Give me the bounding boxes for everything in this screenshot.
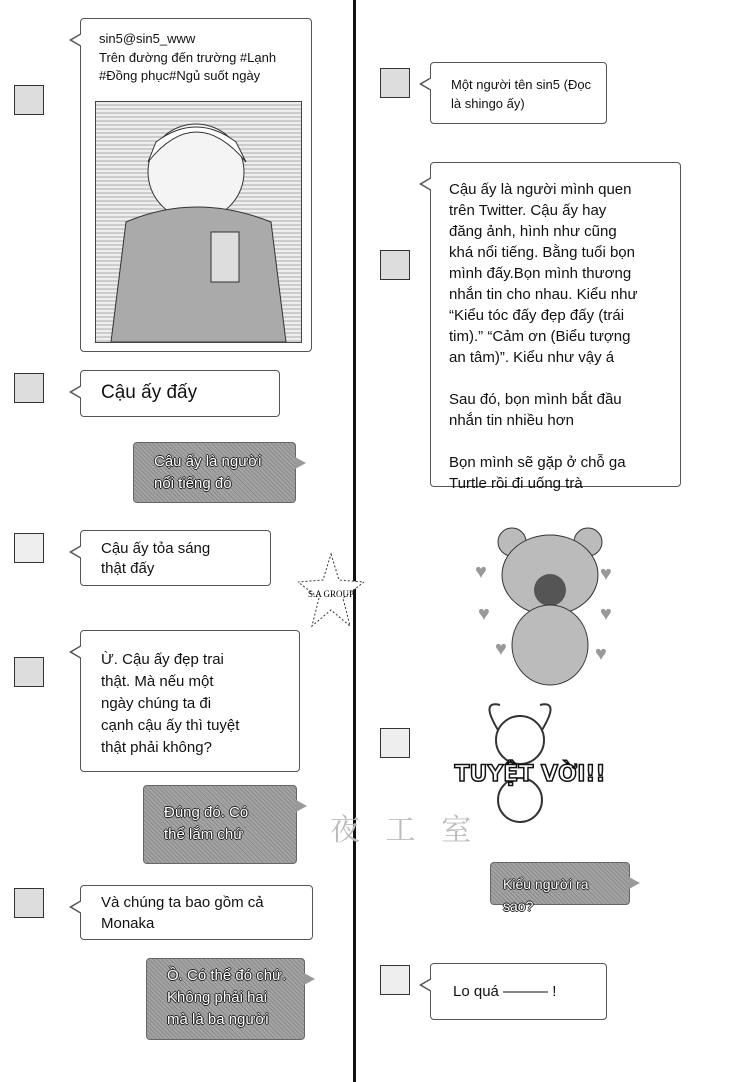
svg-text:S.A GROUP: S.A GROUP [307, 589, 355, 599]
message-text: Cậu ấy tỏa sáng thật đấy [101, 540, 211, 577]
pig-avatar [380, 965, 410, 995]
message-text: Ừ. Cậu ấy đẹp trai thật. Mà nếu một ngày chúng ta đi cạnh cậu ấy thì tuyệt thật phải không? [101, 651, 240, 756]
sticker-text: TUYỆT VỜI!! [454, 762, 606, 787]
message-bubble [430, 963, 607, 1020]
message-text: Đúng đó. Có thể lắm chứ [164, 804, 249, 843]
svg-text:♥: ♥ [475, 561, 487, 583]
svg-text:♥: ♥ [600, 603, 612, 625]
message-bubble [80, 630, 300, 772]
svg-text:♥: ♥ [478, 603, 490, 625]
message-text: Lo quá ——— ! [453, 983, 557, 1000]
message-bubble [430, 162, 681, 492]
girl-avatar [14, 85, 44, 115]
watermark: 夜 工 室 [330, 813, 480, 848]
message-bubble [80, 370, 280, 417]
tweet-text: Trên đường đến trường #Lạnh #Đồng phục#Ngủ suốt ngày [99, 50, 277, 83]
sent-message-bubble [133, 442, 296, 503]
message-text: Cậu ấy là người nổi tiếng đó [154, 453, 262, 492]
message-bubble [430, 62, 607, 124]
message-text: Ồ. Có thể đó chứ. Không phải hai mà là ba người [167, 967, 287, 1028]
group-logo [298, 552, 364, 628]
boy-illustration [96, 102, 301, 342]
sent-message-bubble [146, 958, 305, 1040]
girl-avatar [380, 250, 410, 280]
panel-divider [353, 0, 356, 1082]
message-text: Cậu ấy là người mình quen trên Twitter. Cậu ấy hay đăng ảnh, hình như cũng khá nổi tiếng. Bằng tuổi bọn mình đấy.Bọn mình thương nhắn tin cho nhau. Kiểu như “Kiểu tóc đấy đẹp đấy (trái tim).” “Cảm ơn (Biểu tượng an tâm)”. Kiểu như vậy á Sau đó, bọn mình bắt đầu nhắn tin nhiều hơn Bọn mình sẽ gặp ở chỗ ga Turtle rồi đi uống trà [449, 181, 638, 492]
tweet-handle: sin5@sin5_www [99, 31, 196, 46]
sent-message-bubble [490, 862, 630, 914]
svg-text:♥: ♥ [595, 643, 607, 665]
message-text: Một người tên sin5 (Đọc là shingo ấy) [451, 77, 592, 111]
message-text: Và chúng ta bao gồm cả Monaka [101, 894, 264, 932]
tweet-bubble [80, 18, 312, 352]
girl-avatar [14, 888, 44, 918]
svg-text:♥: ♥ [495, 638, 507, 660]
message-bubble [80, 885, 313, 940]
girl-avatar [14, 657, 44, 687]
tweet-photo [95, 101, 302, 343]
message-text: Cậu ấy đấy [101, 382, 198, 403]
girl-avatar [380, 68, 410, 98]
girl-avatar [14, 373, 44, 403]
pig-avatar [380, 728, 410, 758]
message-bubble [80, 530, 271, 586]
message-text: Kiểu người ra sao? [503, 876, 589, 914]
sent-message-bubble [143, 785, 297, 864]
bear-sticker [470, 520, 640, 690]
pig-avatar [14, 533, 44, 563]
svg-text:♥: ♥ [600, 563, 612, 585]
